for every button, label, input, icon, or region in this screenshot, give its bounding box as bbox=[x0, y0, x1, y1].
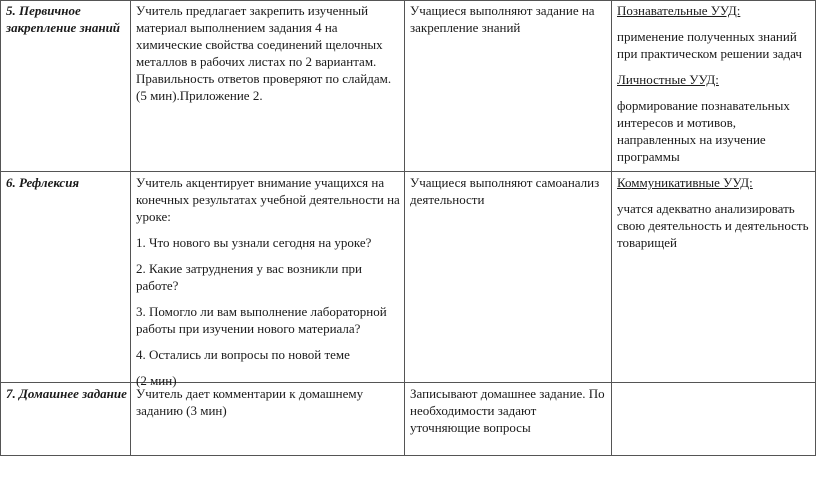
column-divider bbox=[611, 0, 612, 456]
students-cell bbox=[410, 174, 608, 208]
students-cell bbox=[410, 385, 608, 436]
uud-cell bbox=[617, 174, 813, 251]
stage-cell bbox=[6, 385, 130, 402]
row-divider bbox=[0, 171, 816, 172]
reflection-question: 2. Какие затруднения у вас возникли при работе? bbox=[136, 261, 362, 293]
students-cell bbox=[410, 2, 608, 36]
uud-text: применение полученных знаний при практическом решении задач bbox=[617, 29, 802, 61]
students-text: Учащиеся выполняют задание на закрепление знаний bbox=[410, 3, 595, 35]
stage-title: 6. Рефлексия bbox=[6, 175, 80, 190]
time-note: (2 мин) bbox=[136, 373, 177, 388]
uud-text: формирование познавательных интересов и мотивов, направленных на изучение программы bbox=[617, 98, 790, 164]
students-text: Записывают домашнее задание. По необходимости задают уточняющие вопросы bbox=[410, 386, 605, 435]
stage-cell bbox=[6, 2, 126, 36]
uud-cell bbox=[617, 2, 813, 165]
table-border-bottom bbox=[0, 455, 816, 456]
teacher-cell bbox=[136, 2, 401, 104]
teacher-text: Учитель предлагает закрепить изученный материал выполнением задания 4 на химические свойства соединений щелочных металлов в рабочих листах по 2 вариантам. Правильность ответов проверяют по слайдам.(5 мин).Приложение 2. bbox=[136, 3, 392, 103]
uud-text: учатся адекватно анализировать свою деятельность и деятельность товарищей bbox=[617, 201, 809, 250]
teacher-text: Учитель акцентирует внимание учащихся на конечных результатах учебной деятельности на уроке: bbox=[136, 175, 400, 224]
uud-heading: Познавательные УУД: bbox=[617, 3, 741, 18]
stage-title: 7. Домашнее задание bbox=[6, 386, 127, 401]
column-divider bbox=[130, 0, 131, 456]
teacher-cell bbox=[136, 385, 401, 419]
teacher-cell bbox=[136, 174, 401, 389]
column-divider bbox=[0, 0, 1, 456]
students-text: Учащиеся выполняют самоанализ деятельности bbox=[410, 175, 600, 207]
stage-title: 5. Первичное закрепление знаний bbox=[6, 3, 121, 35]
reflection-question: 3. Помогло ли вам выполнение лабораторной работы при изучении нового материала? bbox=[136, 304, 387, 336]
reflection-question: 4. Остались ли вопросы по новой теме bbox=[136, 347, 350, 362]
teacher-text: Учитель дает комментарии к домашнему заданию (3 мин) bbox=[136, 386, 364, 418]
table-border-top bbox=[0, 0, 816, 1]
column-divider bbox=[404, 0, 405, 456]
row-divider bbox=[0, 382, 816, 383]
reflection-question: 1. Что нового вы узнали сегодня на уроке? bbox=[136, 235, 372, 250]
stage-cell bbox=[6, 174, 126, 191]
uud-heading: Коммуникативные УУД: bbox=[617, 175, 753, 190]
uud-heading: Личностные УУД: bbox=[617, 72, 719, 87]
